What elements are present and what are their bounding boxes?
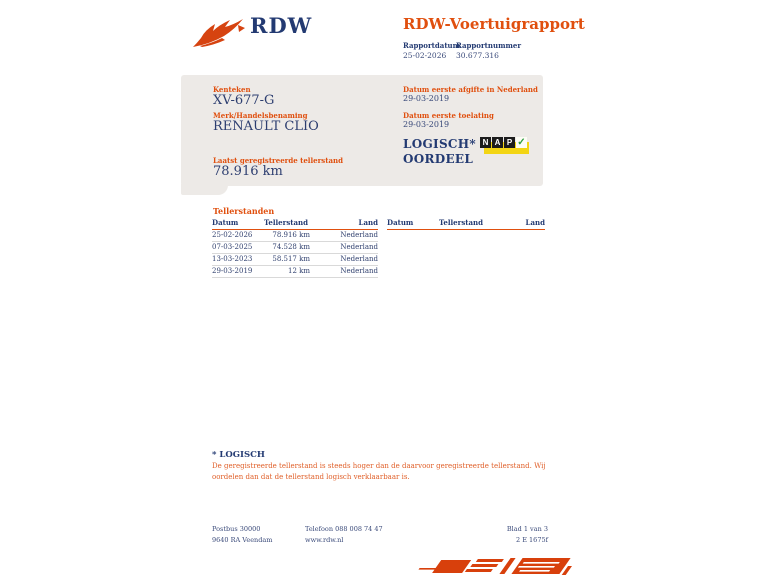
table-row bbox=[212, 266, 378, 278]
nap-letter-n: N bbox=[480, 137, 491, 148]
afgifte-value: 29-03-2019 bbox=[403, 94, 450, 103]
cell-land: Nederland bbox=[340, 255, 378, 263]
footnote-text: De geregistreerde tellerstand is steeds hoger dan de daarvoor geregistreerde tellerstand. Wij oordelen dan dat de tellerstand logisch verklaarbaar is. bbox=[212, 462, 546, 481]
cell-land: Nederland bbox=[340, 243, 378, 251]
table-row bbox=[212, 230, 378, 242]
table-header-row bbox=[212, 218, 378, 230]
report-title: RDW-Voertuigrapport bbox=[403, 15, 585, 33]
footer-address-line1: Postbus 30000 bbox=[212, 525, 261, 533]
kenteken-label: Kenteken bbox=[213, 85, 251, 94]
report-number-value: 30.677.316 bbox=[456, 51, 499, 60]
cell-datum: 29-03-2019 bbox=[212, 267, 253, 275]
report-number-label: Rapportnummer bbox=[456, 41, 522, 50]
rdw-bird-logo-icon bbox=[192, 16, 248, 52]
footer-page-number: Blad 1 van 3 bbox=[506, 525, 548, 533]
table-row bbox=[212, 254, 378, 266]
cell-datum: 25-02-2026 bbox=[212, 231, 253, 239]
table-row bbox=[212, 242, 378, 254]
cell-land: Nederland bbox=[340, 231, 378, 239]
footer-phone: Telefoon 088 008 74 47 bbox=[305, 525, 383, 533]
col-header-land: Land bbox=[525, 218, 545, 227]
rdw-wordmark: RDW bbox=[250, 13, 313, 38]
nap-letter-a: A bbox=[492, 137, 503, 148]
tellerstanden-heading: Tellerstanden bbox=[213, 206, 275, 216]
cell-tellerstand: 78.916 km bbox=[272, 231, 310, 239]
footer-contact bbox=[305, 524, 383, 546]
rdw-footer-stripes-graphic bbox=[412, 556, 592, 576]
oordeel-text bbox=[403, 137, 476, 167]
vehicle-summary-panel-tail bbox=[181, 184, 228, 195]
afgifte-label: Datum eerste afgifte in Nederland bbox=[403, 85, 538, 94]
tellerstand-value: 78.916 km bbox=[213, 164, 283, 179]
nap-checkmark-icon: ✓ bbox=[517, 137, 526, 148]
toelating-value: 29-03-2019 bbox=[403, 120, 450, 129]
tellerstanden-table-right bbox=[387, 218, 545, 230]
cell-tellerstand: 74.528 km bbox=[272, 243, 310, 251]
col-header-datum: Datum bbox=[387, 218, 414, 227]
cell-tellerstand: 12 km bbox=[287, 267, 310, 275]
oordeel-line2: OORDEEL bbox=[403, 152, 474, 166]
kenteken-value: XV-677-G bbox=[213, 93, 275, 108]
footer-website: www.rdw.nl bbox=[305, 536, 344, 544]
footer-address bbox=[212, 524, 272, 546]
report-date-label: Rapportdatum bbox=[403, 41, 461, 50]
footer-address-line2: 9640 RA Veendam bbox=[212, 536, 273, 544]
col-header-tellerstand: Tellerstand bbox=[264, 218, 309, 227]
toelating-label: Datum eerste toelating bbox=[403, 111, 494, 120]
col-header-tellerstand: Tellerstand bbox=[439, 218, 484, 227]
cell-tellerstand: 58.517 km bbox=[272, 255, 310, 263]
tellerstand-label: Laatst geregistreerde tellerstand bbox=[213, 156, 343, 165]
cell-land: Nederland bbox=[340, 267, 378, 275]
nap-logo bbox=[480, 137, 532, 155]
nap-letter-p: P bbox=[504, 137, 515, 148]
merk-label: Merk/Handelsbenaming bbox=[213, 111, 308, 120]
footer-doc-code: 2 E 1675f bbox=[516, 536, 548, 544]
col-header-datum: Datum bbox=[212, 218, 239, 227]
cell-datum: 13-03-2023 bbox=[212, 255, 253, 263]
col-header-land: Land bbox=[358, 218, 378, 227]
merk-value: RENAULT CLIO bbox=[213, 119, 319, 134]
oordeel-line1: LOGISCH* bbox=[403, 137, 476, 151]
footer-page-info bbox=[460, 524, 548, 546]
footnote-heading: * LOGISCH bbox=[212, 450, 265, 460]
report-date-value: 25-02-2026 bbox=[403, 51, 447, 60]
tellerstanden-table-left bbox=[212, 218, 378, 278]
table-header-row bbox=[387, 218, 545, 230]
cell-datum: 07-03-2025 bbox=[212, 243, 253, 251]
